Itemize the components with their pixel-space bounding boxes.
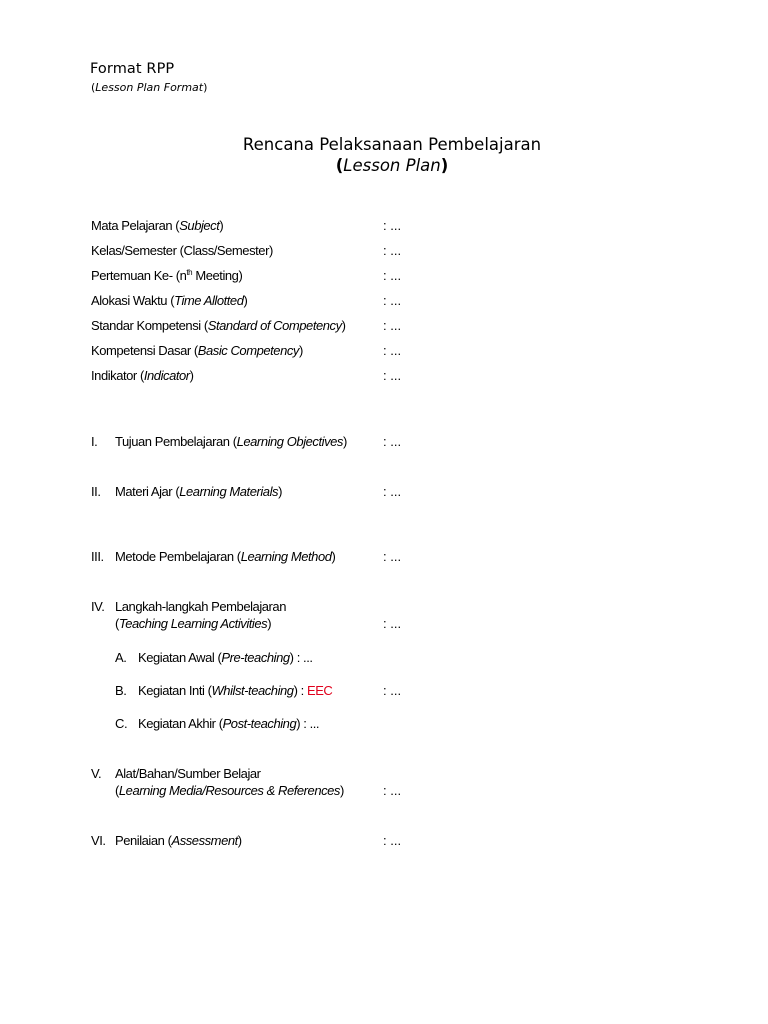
subsection-a-label: Kegiatan Awal (Pre-teaching) : ... [138,650,313,665]
format-subtitle-italic: Lesson Plan Format [95,81,204,94]
section-1-value: : ... [383,434,402,449]
field-indicator-value: : ... [383,368,402,383]
subsection-c-label: Kegiatan Akhir (Post-teaching) : ... [138,716,320,731]
subsection-b-value: : ... [383,683,402,698]
field-subject-value: : ... [383,218,402,233]
document-subtitle [0,156,768,175]
section-5-value: : ... [383,783,402,798]
subsection-b-letter: B. [115,683,127,698]
format-subtitle [91,81,207,94]
section-2-number: II. [91,484,101,499]
section-6-value: : ... [383,833,402,848]
field-standard-competency-value: : ... [383,318,402,333]
field-basic-competency-label: Kompetensi Dasar (Basic Competency) [91,343,303,358]
section-1-label: Tujuan Pembelajaran (Learning Objectives) [115,434,347,449]
section-6-number: VI. [91,833,106,848]
section-1-number: I. [91,434,98,449]
format-title: Format RPP [90,61,175,77]
field-basic-competency-value: : ... [383,343,402,358]
paren-close: ) [440,156,449,175]
section-3-value: : ... [383,549,402,564]
field-indicator-label: Indikator (Indicator) [91,368,194,383]
subsection-b-label: Kegiatan Inti (Whilst-teaching) : EEC [138,683,333,698]
section-4-label-english: (Teaching Learning Activities) [115,616,272,631]
subsection-c-letter: C. [115,716,128,731]
field-standard-competency-label: Standar Kompetensi (Standard of Competency) [91,318,346,333]
paren-open: ( [91,81,96,94]
section-5-number: V. [91,766,102,781]
section-4-value: : ... [383,616,402,631]
paren-close: ) [203,81,208,94]
section-2-label: Materi Ajar (Learning Materials) [115,484,282,499]
section-5-label-english: (Learning Media/Resources & References) [115,783,344,798]
section-6-label: Penilaian (Assessment) [115,833,242,848]
field-class-semester-value: : ... [383,243,402,258]
field-class-semester-label: Kelas/Semester (Class/Semester) [91,243,273,258]
field-meeting-value: : ... [383,268,402,283]
field-meeting-label: Pertemuan Ke- ($n^{th}$ Meeting) [91,268,243,283]
section-4-label: Langkah-langkah Pembelajaran [115,599,286,614]
document-subtitle-italic: Lesson Plan [343,156,441,175]
section-3-label: Metode Pembelajaran (Learning Method) [115,549,336,564]
document-title: Rencana Pelaksanaan Pembelajaran [242,135,542,154]
field-time-allotted-label: Alokasi Waktu (Time Allotted) [91,293,248,308]
section-2-value: : ... [383,484,402,499]
eec-highlight: EEC [306,683,333,698]
field-subject-label: Mata Pelajaran (Subject) [91,218,224,233]
subsection-a-letter: A. [115,650,127,665]
section-3-number: III. [91,549,104,564]
field-time-allotted-value: : ... [383,293,402,308]
section-5-label: Alat/Bahan/Sumber Belajar [115,766,261,781]
paren-open: ( [335,156,344,175]
section-4-number: IV. [91,599,105,614]
